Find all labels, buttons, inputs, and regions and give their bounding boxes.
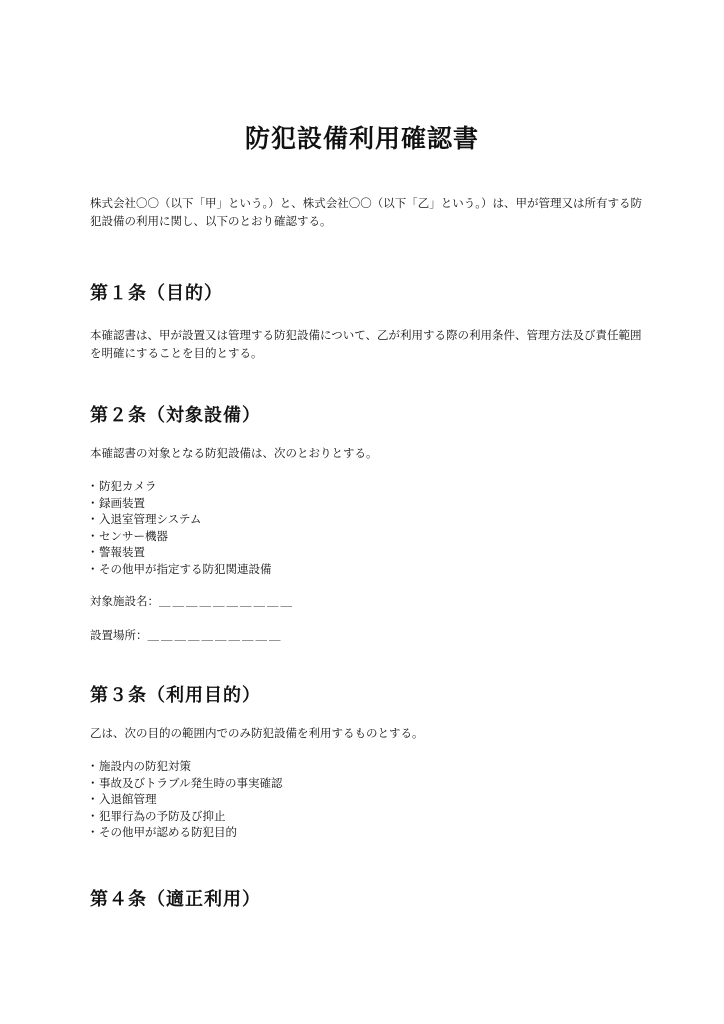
list-item: ・ 防犯カメラ bbox=[90, 478, 650, 495]
list-item: ・ センサー機器 bbox=[90, 528, 650, 545]
location-blank: ＿＿＿＿＿＿＿＿＿＿ bbox=[147, 627, 283, 642]
document-title: 防犯設備利用確認書 bbox=[244, 124, 479, 153]
list-item: ・ その他甲が認める防犯目的 bbox=[90, 824, 650, 841]
article-3-heading: 第３条（利用目的） bbox=[90, 685, 261, 706]
equipment-list bbox=[90, 478, 650, 578]
list-item: ・ 事故及びトラブル発生時の事実確認 bbox=[90, 775, 650, 792]
facility-name-field bbox=[90, 592, 650, 610]
article-3-text: 乙は、次の目的の範囲内でのみ防犯設備を利用するものとする。 bbox=[90, 726, 424, 740]
list-item: ・ 警報装置 bbox=[90, 544, 650, 561]
facility-name-label: 対象施設名： bbox=[90, 593, 159, 608]
location-field bbox=[90, 626, 650, 644]
list-item: ・ 施設内の防犯対策 bbox=[90, 758, 650, 775]
article-4 bbox=[90, 888, 650, 912]
list-item: ・ 録画装置 bbox=[90, 495, 650, 512]
list-item: ・ 入退館管理 bbox=[90, 791, 650, 808]
purpose-list bbox=[90, 758, 650, 841]
facility-name-blank: ＿＿＿＿＿＿＿＿＿＿ bbox=[159, 593, 294, 608]
list-item: ・ 犯罪行為の予防及び抑止 bbox=[90, 808, 650, 825]
location-label: 設置場所： bbox=[90, 627, 148, 642]
article-1-heading: 第１条（目的） bbox=[90, 283, 223, 304]
intro-paragraph: 株式会社〇〇（以下「甲」という。）と、株式会社〇〇（以下「乙」という。）は、甲が管理又は所有する防犯設備の利用に関し、以下のとおり確認する。 bbox=[90, 196, 642, 228]
article-2 bbox=[90, 404, 650, 644]
list-item: ・ 入退室管理システム bbox=[90, 511, 650, 528]
article-2-heading: 第２条（対象設備） bbox=[90, 405, 261, 426]
article-1 bbox=[90, 282, 650, 362]
article-1-text: 本確認書は、甲が設置又は管理する防犯設備について、乙が利用する際の利用条件、管理方法及び責任範囲を明確にすることを目的とする。 bbox=[90, 328, 642, 360]
article-4-heading: 第４条（適正利用） bbox=[90, 889, 261, 910]
article-2-text: 本確認書の対象となる防犯設備は、次のとおりとする。 bbox=[90, 446, 378, 460]
article-3 bbox=[90, 684, 650, 841]
list-item: ・ その他甲が指定する防犯関連設備 bbox=[90, 561, 650, 578]
